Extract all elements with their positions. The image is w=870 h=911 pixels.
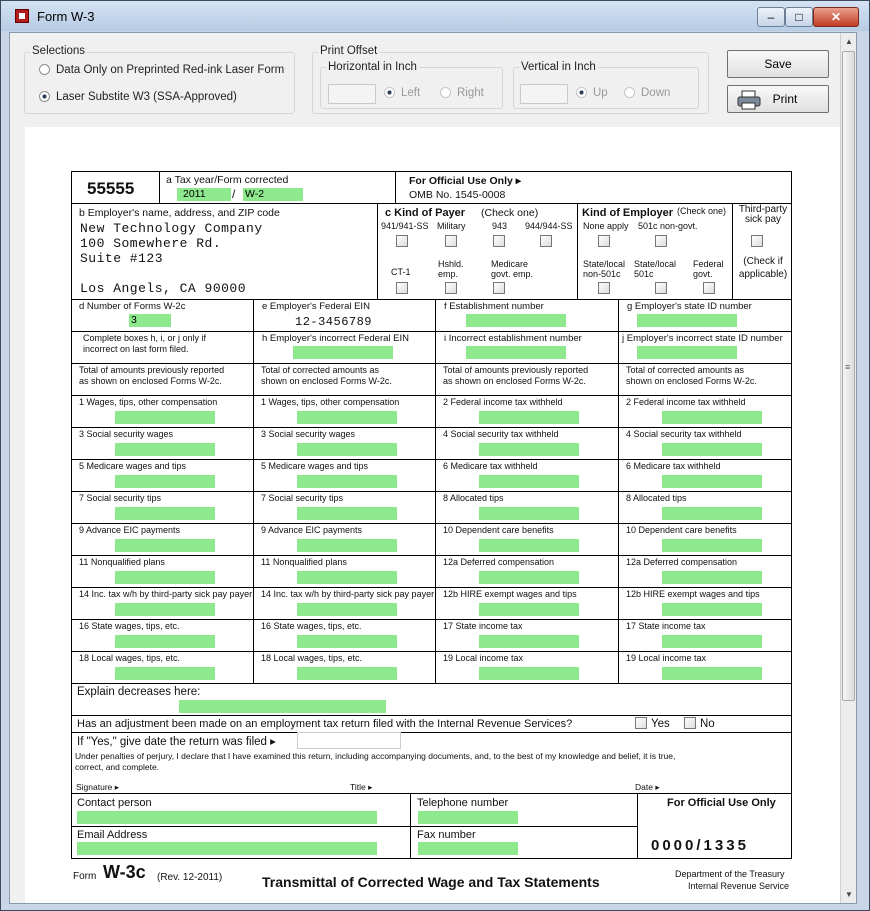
amount-field[interactable] [662, 507, 762, 520]
amount-field[interactable] [479, 539, 579, 552]
box-label: 17 State income tax [443, 621, 523, 631]
payer-941: 941/941-SS [381, 221, 429, 231]
close-button[interactable]: ✕ [813, 7, 859, 27]
print-button[interactable]: Print [727, 85, 829, 113]
check-one-employer: (Check one) [677, 206, 727, 216]
box-label: 12b HIRE exempt wages and tips [443, 589, 577, 599]
horizontal-offset-input[interactable] [328, 84, 376, 104]
amount-field[interactable] [662, 443, 762, 456]
date-filed-field[interactable] [297, 732, 401, 749]
vertical-legend: Vertical in Inch [521, 61, 596, 73]
g-label: g Employer's state ID number [627, 301, 752, 312]
amount-field[interactable] [479, 571, 579, 584]
maximize-button[interactable]: □ [785, 7, 813, 27]
title-bar[interactable] [1, 1, 869, 31]
amount-field[interactable] [479, 443, 579, 456]
check-if-applicable: (Check if applicable) [738, 256, 788, 280]
box-label: 16 State wages, tips, etc. [79, 621, 180, 631]
official-use-2: For Official Use Only [667, 797, 776, 809]
box-label: 3 Social security wages [79, 429, 174, 439]
box-label: 1 Wages, tips, other compensation [261, 397, 400, 407]
perjury-text: Under penalties of perjury, I declare that I have examined this return, including accompanying documents, and, to the best of my knowledge and belief, it is true, correct, and complete. [75, 751, 676, 772]
employer-line-2: 100 Somewhere Rd. [80, 236, 222, 251]
amount-field[interactable] [662, 539, 762, 552]
vertical-offset-input[interactable] [520, 84, 568, 104]
radio-laser-substitute[interactable]: Laser Substite W3 (SSA-Approved) [39, 91, 237, 103]
amount-field[interactable] [297, 475, 397, 488]
tax-year-field[interactable]: 2011 [177, 188, 231, 201]
form-corrected-field[interactable]: W-2 [243, 188, 303, 201]
telephone-field[interactable] [418, 811, 518, 824]
employer-line-3: Suite #123 [80, 251, 164, 266]
prev-reported-2: Total of amounts previously reported as shown on enclosed Forms W-2c. [443, 365, 589, 386]
corrected-2: Total of corrected amounts as shown on enclosed Forms W-2c. [626, 365, 757, 386]
dept-treasury: Department of the Treasury [675, 869, 785, 879]
box-label: 8 Allocated tips [443, 493, 504, 503]
checkbox-943[interactable] [493, 235, 505, 247]
h-label: h Employer's incorrect Federal EIN [262, 333, 410, 344]
checkbox-third-party[interactable] [751, 235, 763, 247]
slash: / [232, 187, 236, 201]
prev-reported-1: Total of amounts previously reported as shown on enclosed Forms W-2c. [79, 365, 225, 386]
amount-field[interactable] [297, 539, 397, 552]
checkbox-ct1[interactable] [396, 282, 408, 294]
box-label: 12a Deferred compensation [443, 557, 555, 567]
radio-up[interactable]: Up [576, 87, 608, 99]
amount-field[interactable] [479, 667, 579, 680]
amount-field[interactable] [297, 443, 397, 456]
amount-field[interactable] [662, 475, 762, 488]
title-label: Title ▸ [350, 782, 373, 792]
box-label: 9 Advance EIC payments [79, 525, 181, 535]
box-label: 6 Medicare tax withheld [626, 461, 721, 471]
amount-field[interactable] [115, 475, 215, 488]
e-label: e Employer's Federal EIN [262, 301, 370, 312]
box-label: 19 Local income tax [626, 653, 707, 663]
email-label: Email Address [77, 829, 148, 841]
f-field[interactable] [466, 314, 566, 327]
radio-preprinted[interactable]: Data Only on Preprinted Red-ink Laser Form [39, 64, 284, 76]
checkbox-medicare[interactable] [493, 282, 505, 294]
omb-number: OMB No. 1545-0008 [409, 189, 506, 201]
box-label: 5 Medicare wages and tips [261, 461, 369, 471]
check-one-payer: (Check one) [481, 207, 539, 219]
yes-label: Yes [651, 718, 670, 730]
amount-field[interactable] [662, 571, 762, 584]
amount-field[interactable] [297, 411, 397, 424]
save-button[interactable]: Save [727, 50, 829, 78]
explain-field[interactable] [179, 700, 386, 713]
employer-state-501c: State/local 501c [634, 259, 677, 279]
box-label: 9 Advance EIC payments [261, 525, 363, 535]
box-label: 11 Nonqualified plans [79, 557, 165, 567]
payer-944: 944/944-SS [525, 221, 573, 231]
box-label: 2 Federal income tax withheld [626, 397, 746, 407]
amount-field[interactable] [479, 411, 579, 424]
e-value: 12-3456789 [295, 315, 373, 329]
corrected-1: Total of corrected amounts as shown on enclosed Forms W-2c. [261, 365, 392, 386]
date-label: Date ▸ [635, 782, 660, 792]
box-label: 4 Social security tax withheld [626, 429, 742, 439]
scroll-thumb[interactable] [842, 51, 855, 701]
contact-field[interactable] [77, 811, 377, 824]
box-label: 8 Allocated tips [626, 493, 687, 503]
amount-field[interactable] [297, 507, 397, 520]
w3c-form [71, 171, 793, 891]
radio-dot-selected[interactable] [576, 87, 587, 98]
amount-field[interactable] [115, 539, 215, 552]
j-label: j Employer's incorrect state ID number [622, 333, 783, 344]
telephone-label: Telephone number [417, 797, 509, 809]
horizontal-legend: Horizontal in Inch [328, 61, 417, 73]
checkbox-941[interactable] [396, 235, 408, 247]
box-label: 10 Dependent care benefits [443, 525, 554, 535]
box-label: 4 Social security tax withheld [443, 429, 559, 439]
scroll-up-icon[interactable]: ▲ [845, 37, 853, 46]
amount-field[interactable] [662, 603, 762, 616]
if-yes-label: If "Yes," give date the return was filed ▸ [77, 736, 276, 748]
employer-501c: 501c non-govt. [638, 221, 698, 231]
checkbox-military[interactable] [445, 235, 457, 247]
d-label: d Number of Forms W-2c [79, 301, 186, 312]
amount-field[interactable] [662, 635, 762, 648]
payer-hshld: Hshld. emp. [438, 259, 464, 279]
box-label: 7 Social security tips [261, 493, 344, 503]
payer-943: 943 [492, 221, 508, 231]
radio-dot-selected[interactable] [39, 91, 50, 102]
amount-field[interactable] [662, 411, 762, 424]
app-icon [15, 9, 29, 23]
amount-field[interactable] [115, 411, 215, 424]
checkbox-944[interactable] [540, 235, 552, 247]
checkbox-federal[interactable] [703, 282, 715, 294]
radio-dot[interactable] [624, 87, 635, 98]
employer-line-4: Los Angels, CA 90000 [80, 281, 247, 296]
box-label: 16 State wages, tips, etc. [261, 621, 362, 631]
irs-label: Internal Revenue Service [688, 881, 790, 891]
amount-field[interactable] [297, 571, 397, 584]
d-field[interactable]: 3 [129, 314, 171, 327]
box-label: 14 Inc. tax w/h by third-party sick pay payer [79, 589, 253, 599]
g-field[interactable] [637, 314, 737, 327]
box-label: 18 Local wages, tips, etc. [79, 653, 181, 663]
box-label: 6 Medicare tax withheld [443, 461, 538, 471]
box-label: 2 Federal income tax withheld [443, 397, 563, 407]
official-number: 0000/1335 [651, 837, 749, 854]
radio-dot-selected[interactable] [384, 87, 395, 98]
amount-field[interactable] [662, 667, 762, 680]
i-field[interactable] [466, 346, 566, 359]
email-field[interactable] [77, 842, 377, 855]
box-label: 3 Social security wages [261, 429, 356, 439]
vertical-scrollbar[interactable] [840, 33, 856, 903]
third-party-label: Third-party sick pay [738, 204, 788, 225]
form-name: W-3c [103, 862, 146, 882]
box-label: 1 Wages, tips, other compensation [79, 397, 218, 407]
amount-field[interactable] [479, 635, 579, 648]
box-label: 17 State income tax [626, 621, 706, 631]
i-label: i Incorrect establishment number [444, 333, 582, 344]
j-field[interactable] [637, 346, 737, 359]
form-title: Transmittal of Corrected Wage and Tax Statements [262, 874, 600, 890]
selections-legend: Selections [32, 45, 86, 57]
complete-note: Complete boxes h, i, or j only if incorrect on last form filed. [83, 333, 207, 354]
amount-field[interactable] [297, 603, 397, 616]
radio-down[interactable]: Down [624, 87, 670, 99]
amount-field[interactable] [115, 667, 215, 680]
checkbox-no[interactable] [684, 717, 696, 729]
box-label: 11 Nonqualified plans [261, 557, 347, 567]
amount-field[interactable] [479, 507, 579, 520]
payer-ct1: CT-1 [391, 267, 411, 277]
checkbox-state-local[interactable] [598, 282, 610, 294]
box-label: 5 Medicare wages and tips [79, 461, 187, 471]
scroll-down-icon[interactable]: ▼ [845, 890, 853, 899]
checkbox-yes[interactable] [635, 717, 647, 729]
box-label: 19 Local income tax [443, 653, 524, 663]
amount-field[interactable] [479, 603, 579, 616]
box-label: 12a Deferred compensation [626, 557, 738, 567]
explain-label: Explain decreases here: [77, 686, 201, 698]
amount-field[interactable] [115, 443, 215, 456]
employer-line-1: New Technology Company [80, 221, 263, 236]
minimize-button[interactable]: – [757, 7, 785, 27]
employer-label: b Employer's name, address, and ZIP code [79, 207, 280, 219]
amount-field[interactable] [479, 475, 579, 488]
box-label: 18 Local wages, tips, etc. [261, 653, 363, 663]
amount-field[interactable] [115, 603, 215, 616]
selections-group [24, 52, 295, 114]
kind-employer-label: Kind of Employer [582, 207, 674, 219]
box-label: 12b HIRE exempt wages and tips [626, 589, 760, 599]
h-field[interactable] [293, 346, 393, 359]
no-label: No [700, 718, 715, 730]
print-offset-legend: Print Offset [320, 45, 378, 57]
amount-field[interactable] [115, 635, 215, 648]
amount-field[interactable] [115, 571, 215, 584]
radio-dot[interactable] [440, 87, 451, 98]
adjustment-question: Has an adjustment been made on an employment tax return filed with the Internal Revenue Services? [77, 718, 573, 730]
radio-right[interactable]: Right [440, 87, 484, 99]
checkbox-state-501c[interactable] [655, 282, 667, 294]
tax-year-label: a Tax year/Form corrected [166, 174, 289, 186]
revision: (Rev. 12-2011) [157, 872, 223, 883]
fax-label: Fax number [417, 829, 476, 841]
checkbox-none-apply[interactable] [598, 235, 610, 247]
radio-left[interactable]: Left [384, 87, 420, 99]
checkbox-501c[interactable] [655, 235, 667, 247]
form-word: Form [73, 871, 97, 882]
employer-federal: Federal govt. [693, 259, 724, 279]
employer-none-apply: None apply [583, 221, 629, 231]
kind-payer-label: c Kind of Payer [385, 207, 466, 219]
box-label: 7 Social security tips [79, 493, 162, 503]
window-title: Form W-3 [37, 9, 95, 24]
contact-label: Contact person [77, 797, 152, 809]
fax-field[interactable] [418, 842, 518, 855]
payer-military: Military [437, 221, 466, 231]
amount-field[interactable] [297, 667, 397, 680]
f-label: f Establishment number [444, 301, 544, 312]
box-label: 10 Dependent care benefits [626, 525, 737, 535]
payer-medicare: Medicare govt. emp. [491, 259, 534, 279]
radio-dot[interactable] [39, 64, 50, 75]
printer-icon [736, 90, 762, 110]
box-label: 14 Inc. tax w/h by third-party sick pay payer [261, 589, 435, 599]
signature-label: Signature ▸ [76, 782, 120, 792]
amount-field[interactable] [115, 507, 215, 520]
checkbox-hshld[interactable] [445, 282, 457, 294]
employer-state-local: State/local non-501c [583, 259, 626, 279]
official-use-label: For Official Use Only ▸ [409, 175, 522, 187]
control-number: 55555 [87, 179, 135, 198]
amount-field[interactable] [297, 635, 397, 648]
